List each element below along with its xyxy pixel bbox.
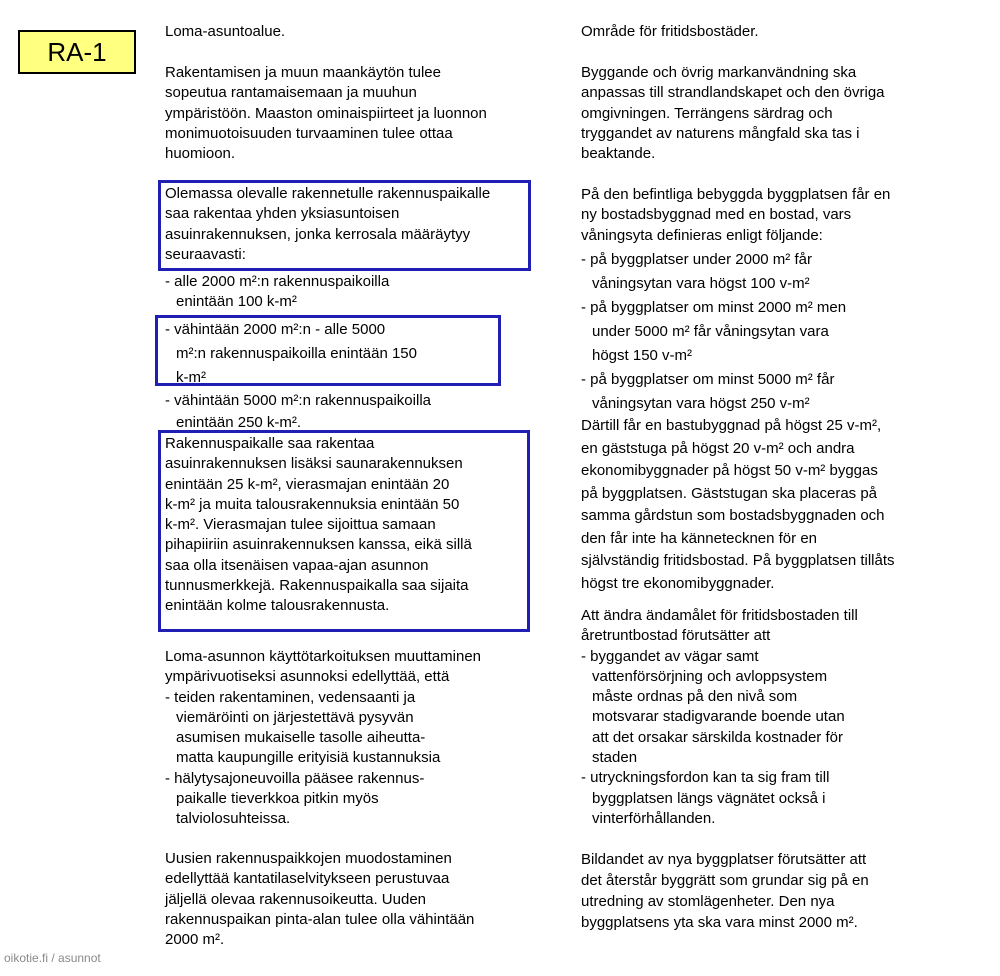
fi-item-under-2000 bbox=[165, 272, 560, 313]
text-line: pihapiiriin asuinrakennuksen kanssa, eikä sillä bbox=[165, 536, 472, 554]
sv-new-plots-paragraph bbox=[581, 849, 956, 933]
text-line: saa rakentaa yhden yksiasuntoisen bbox=[165, 205, 400, 223]
text-line: - vähintään 5000 m²:n rakennuspaikoilla bbox=[165, 392, 431, 409]
sv-auxiliary-buildings-paragraph bbox=[581, 415, 956, 595]
text-line: omgivningen. Terrängens särdrag och bbox=[581, 104, 833, 122]
list-item: våningsytan vara högst 250 v-m² bbox=[592, 395, 810, 412]
text-line: Rakentamisen ja muun maankäytön tulee bbox=[165, 64, 441, 81]
text-line: edellyttää kantatilaselvitykseen perustuvaa bbox=[165, 870, 450, 888]
fi-intro bbox=[165, 63, 560, 164]
text-line: självständig fritidsbostad. På byggplatsen tillåts bbox=[581, 552, 895, 569]
text-line: Byggande och övrig markanvändning ska bbox=[581, 64, 857, 81]
list-item: - på byggplatser under 2000 m² får bbox=[581, 251, 812, 268]
list-item: våningsytan vara högst 100 v-m² bbox=[592, 275, 810, 292]
text-line: måste ordnas på den nivå som bbox=[592, 688, 798, 706]
text-line: - teiden rakentaminen, vedensaanti ja bbox=[165, 688, 416, 706]
text-line: den får inte ha kännetecknen för en bbox=[581, 529, 818, 547]
fi-title: Loma-asuntoalue. bbox=[165, 23, 286, 40]
text-line: k-m² bbox=[176, 369, 206, 386]
text-line: anpassas till strandlandskapet och den övriga bbox=[581, 84, 885, 102]
text-line: - utryckningsfordon kan ta sig fram till bbox=[581, 769, 830, 787]
list-item: - på byggplatser om minst 5000 m² får bbox=[581, 371, 835, 388]
fi-use-change-paragraph bbox=[165, 647, 560, 830]
text-line: Därtill får en bastubyggnad på högst 25 v-m², bbox=[581, 417, 882, 434]
sv-existing-plot-paragraph bbox=[581, 185, 956, 246]
text-line: ny bostadsbyggnad med en bostad, vars bbox=[581, 206, 852, 224]
list-item: - på byggplatser om minst 2000 m² men bbox=[581, 299, 847, 316]
text-line: högst tre ekonomibyggnader. bbox=[581, 574, 775, 592]
text-line: Loma-asunnon käyttötarkoituksen muuttaminen bbox=[165, 648, 482, 665]
text-line: m²:n rakennuspaikoilla enintään 150 bbox=[176, 345, 417, 362]
text-line: seuraavasti: bbox=[165, 245, 246, 263]
text-line: monimuotoisuuden turvaaminen tulee ottaa bbox=[165, 124, 453, 142]
list-item: under 5000 m² får våningsytan vara bbox=[592, 323, 829, 340]
fi-item-2000-5000 bbox=[165, 318, 560, 390]
sv-floor-area-list bbox=[581, 248, 956, 416]
text-line: våningsyta definieras enligt följande: bbox=[581, 226, 823, 244]
text-line: beaktande. bbox=[581, 145, 656, 163]
text-line: enintään 25 k-m², vierasmajan enintään 20 bbox=[165, 475, 450, 493]
text-line: byggplatsens yta ska vara minst 2000 m². bbox=[581, 914, 858, 931]
text-line: på byggplatsen. Gäststugan ska placeras på bbox=[581, 484, 878, 502]
text-line: huomioon. bbox=[165, 145, 236, 163]
list-item: högst 150 v-m² bbox=[592, 347, 693, 364]
text-line: - vähintään 2000 m²:n - alle 5000 bbox=[165, 321, 386, 338]
text-line: enintään kolme talousrakennusta. bbox=[165, 597, 390, 615]
text-line: - byggandet av vägar samt bbox=[581, 647, 759, 665]
text-line: matta kaupungille erityisiä kustannuksia bbox=[176, 749, 441, 767]
text-line: tryggandet av naturens mångfald ska tas i bbox=[581, 124, 860, 142]
text-line: vinterförhållanden. bbox=[592, 809, 716, 827]
text-line: rakennuspaikan pinta-alan tulee olla vähintään bbox=[165, 910, 475, 928]
text-line: sopeutua rantamaisemaan ja muuhun bbox=[165, 84, 417, 102]
text-line: ympäristöön. Maaston ominaispiirteet ja luonnon bbox=[165, 104, 487, 122]
text-line: jäljellä olevaa rakennusoikeutta. Uuden bbox=[165, 890, 427, 908]
text-line: åretruntbostad förutsätter att bbox=[581, 627, 771, 645]
text-line: samma gårdstun som bostadsbyggnaden och bbox=[581, 507, 885, 524]
sv-title: Område för fritidsbostäder. bbox=[581, 23, 759, 40]
text-line: tunnusmerkkejä. Rakennuspaikalla saa sijaita bbox=[165, 577, 469, 595]
text-line: Bildandet av nya byggplatser förutsätter att bbox=[581, 851, 867, 868]
text-line: staden bbox=[592, 749, 638, 767]
text-line: talviolosuhteissa. bbox=[176, 810, 291, 828]
fi-item-over-5000 bbox=[165, 390, 560, 434]
text-line: paikalle tieverkkoa pitkin myös bbox=[176, 790, 379, 808]
text-line: Rakennuspaikalle saa rakentaa bbox=[165, 435, 375, 452]
text-line: Uusien rakennuspaikkojen muodostaminen bbox=[165, 850, 452, 867]
text-line: - alle 2000 m²:n rakennuspaikoilla bbox=[165, 273, 390, 290]
text-line: en gäststuga på högst 20 v-m² och andra bbox=[581, 439, 855, 457]
text-line: k-m² ja muita talousrakennuksia enintään 50 bbox=[165, 495, 460, 513]
sv-use-change-paragraph bbox=[581, 606, 956, 829]
text-line: att det orsakar särskilda kostnader för bbox=[592, 728, 843, 746]
text-line: ekonomibyggnader på högst 50 v-m² byggas bbox=[581, 462, 878, 479]
text-line: Olemassa olevalle rakennetulle rakennuspaikalle bbox=[165, 185, 491, 202]
text-line: enintään 100 k-m² bbox=[176, 293, 297, 311]
text-line: enintään 250 k-m². bbox=[176, 414, 302, 431]
text-line: k-m². Vierasmajan tulee sijoittua samaan bbox=[165, 516, 436, 534]
text-line: asumisen mukaiselle tasolle aiheutta- bbox=[176, 729, 426, 747]
text-line: asuinrakennuksen lisäksi saunarakennuksen bbox=[165, 455, 463, 473]
zone-badge: RA-1 bbox=[18, 30, 136, 74]
fi-new-plots-paragraph bbox=[165, 849, 560, 950]
watermark: oikotie.fi / asunnot bbox=[4, 951, 101, 965]
text-line: - hälytysajoneuvoilla pääsee rakennus- bbox=[165, 769, 425, 787]
text-line: viemäröinti on järjestettävä pysyvän bbox=[176, 708, 414, 726]
fi-auxiliary-buildings-paragraph bbox=[165, 434, 560, 617]
text-line: byggplatsen längs vägnätet också i bbox=[592, 789, 826, 807]
fi-existing-plot-paragraph bbox=[165, 184, 560, 265]
text-line: ympärivuotiseksi asunnoksi edellyttää, että bbox=[165, 668, 450, 686]
text-line: asuinrakennuksen, jonka kerrosala määräytyy bbox=[165, 225, 471, 243]
text-line: 2000 m². bbox=[165, 931, 225, 949]
text-line: På den befintliga bebyggda byggplatsen får en bbox=[581, 186, 891, 203]
text-line: det återstår byggrätt som grundar sig på en bbox=[581, 872, 869, 889]
text-line: motsvarar stadigvarande boende utan bbox=[592, 708, 845, 726]
text-line: saa olla itsenäisen vapaa-ajan asunnon bbox=[165, 556, 429, 574]
sv-intro bbox=[581, 63, 956, 164]
text-line: vattenförsörjning och avloppsystem bbox=[592, 667, 828, 685]
text-line: utredning av stomlägenheter. Den nya bbox=[581, 893, 835, 910]
text-line: Att ändra ändamålet för fritidsbostaden till bbox=[581, 607, 858, 624]
